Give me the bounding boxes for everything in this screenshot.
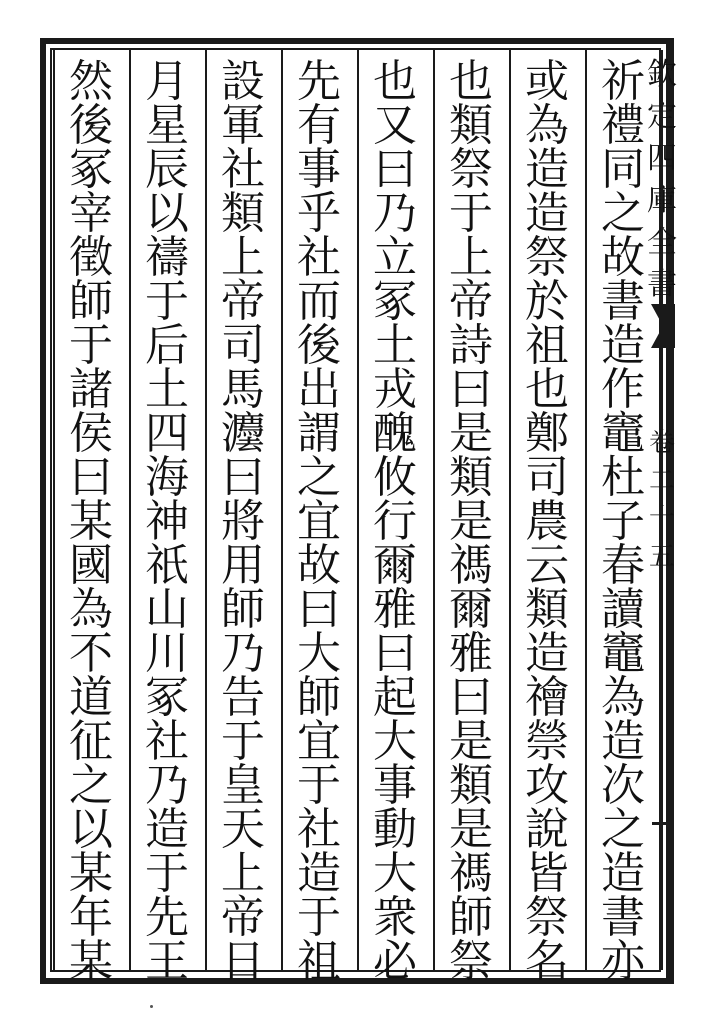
text-char: 攻 [525,760,569,811]
text-char: 戎 [373,364,417,415]
text-char: 謂 [297,408,341,459]
text-char: 於 [525,276,569,327]
text-char: 司 [525,452,569,503]
text-char: 造 [601,848,645,899]
margin-title-char: 欽 [647,57,677,92]
text-char: 諸 [69,364,113,415]
text-char: 某 [69,496,113,547]
text-char: 帝 [221,276,265,327]
text-char: 也 [525,364,569,415]
text-char: 征 [69,716,113,767]
text-char: 也 [449,56,493,107]
text-char: 行 [373,496,417,547]
text-char: 是 [449,496,493,547]
text-char: 祖 [525,320,569,371]
text-column [587,56,659,987]
text-char: 同 [601,144,645,195]
text-char: 年 [69,892,113,943]
text-char: 說 [525,804,569,855]
text-char: 冢 [69,144,113,195]
text-char: 禬 [525,672,569,723]
text-char: 社 [221,144,265,195]
text-char: 師 [221,584,265,635]
text-char: 帝 [221,892,265,943]
text-char: 土 [373,320,417,371]
text-char: 某 [69,848,113,899]
margin-juan-char: 五 [648,542,675,572]
dust-speck [150,1005,153,1008]
text-char: 名 [525,936,569,987]
text-char: 事 [373,760,417,811]
text-char: 天 [221,804,265,855]
text-char: 是 [449,804,493,855]
text-char: 或 [525,56,569,107]
text-char: 有 [297,100,341,151]
text-char: 曰 [297,584,341,635]
text-char: 雅 [449,628,493,679]
text-char: 祇 [145,540,189,591]
text-char: 爾 [449,584,493,635]
text-char: 侯 [69,408,113,459]
text-char: 必 [373,936,417,987]
text-char: 祖 [297,936,341,987]
text-char: 于 [221,716,265,767]
text-char: 上 [221,848,265,899]
text-char: 為 [525,100,569,151]
text-char: 后 [145,320,189,371]
text-char: 上 [449,232,493,283]
text-char: 造 [297,848,341,899]
text-char: 出 [297,364,341,415]
text-char: 之 [297,452,341,503]
text-char: 神 [145,496,189,547]
text-char: 事 [297,144,341,195]
text-char: 某 [69,936,113,987]
margin-juan-char: 二 [648,466,675,496]
text-char: 冢 [373,276,417,327]
text-char: 後 [297,320,341,371]
text-char: 于 [449,188,493,239]
text-char: 書 [601,276,645,327]
margin-title-char: 書 [647,267,677,302]
text-char: 故 [601,232,645,283]
text-char: 以 [145,188,189,239]
margin-juan-char: 十 [648,504,675,534]
text-column [511,56,583,987]
text-char: 祈 [601,56,645,107]
text-char: 于 [297,892,341,943]
text-char: 于 [145,276,189,327]
text-char: 土 [145,364,189,415]
text-char: 川 [145,628,189,679]
text-char: 皇 [221,760,265,811]
margin-title-char: 全 [647,225,677,260]
text-char: 為 [69,584,113,635]
text-char: 曰 [449,364,493,415]
text-column [207,56,279,987]
text-char: 醜 [373,408,417,459]
text-char: 大 [297,628,341,679]
text-char: 設 [221,56,265,107]
text-char: 造 [601,716,645,767]
text-column [359,56,431,987]
text-char: 海 [145,452,189,503]
text-char: 山 [145,584,189,635]
text-char: 又 [373,100,417,151]
text-char: 社 [145,716,189,767]
text-char: 帝 [449,276,493,327]
text-char: 為 [601,672,645,723]
text-char: 類 [449,760,493,811]
text-char: 讀 [601,584,645,635]
text-char: 宜 [297,496,341,547]
text-char: 造 [525,188,569,239]
text-char: 作 [601,364,645,415]
text-char: 月 [145,56,189,107]
text-char: 類 [449,100,493,151]
text-char: 不 [69,628,113,679]
text-char: 皆 [525,848,569,899]
text-char: 社 [297,804,341,855]
text-char: 祭 [525,892,569,943]
text-char: 用 [221,540,265,591]
text-char: 禮 [601,100,645,151]
text-char: 立 [373,232,417,283]
text-char: 之 [601,188,645,239]
text-char: 乃 [145,760,189,811]
text-char: 竈 [601,408,645,459]
text-char: 于 [69,320,113,371]
text-char: 之 [69,760,113,811]
text-char: 春 [601,540,645,591]
text-char: 乎 [297,188,341,239]
text-char: 詩 [449,320,493,371]
text-char: 亦 [601,936,645,987]
text-char: 動 [373,804,417,855]
text-char: 云 [525,540,569,591]
text-char: 星 [145,100,189,151]
margin-title-char: 定 [647,99,677,134]
text-char: 徵 [69,232,113,283]
text-char: 雅 [373,584,417,635]
text-char: 曰 [373,144,417,195]
text-column [283,56,355,987]
text-char: 王 [145,936,189,987]
margin-title-char: 庫 [647,183,677,218]
text-char: 乃 [221,628,265,679]
text-char: 禱 [145,232,189,283]
text-char: 灋 [221,408,265,459]
text-char: 造 [601,320,645,371]
text-char: 于 [145,848,189,899]
text-char: 冢 [145,672,189,723]
text-char: 後 [69,100,113,151]
text-char: 祭 [449,936,493,987]
text-char: 大 [373,716,417,767]
text-char: 先 [145,892,189,943]
text-char: 然 [69,56,113,107]
text-char: 辰 [145,144,189,195]
text-column [435,56,507,987]
text-char: 乃 [373,188,417,239]
text-char: 而 [297,276,341,327]
text-char: 上 [221,232,265,283]
text-char: 宰 [69,188,113,239]
text-char: 國 [69,540,113,591]
text-char: 曰 [449,672,493,723]
text-char: 日 [221,936,265,987]
text-column [55,56,127,987]
text-char: 禡 [449,540,493,591]
margin-title-char: 四 [647,141,677,176]
text-char: 曰 [69,452,113,503]
text-char: 起 [373,672,417,723]
text-char: 師 [297,672,341,723]
text-char: 禜 [525,716,569,767]
text-char: 宜 [297,716,341,767]
text-char: 攸 [373,452,417,503]
text-char: 大 [373,848,417,899]
text-char: 也 [373,56,417,107]
text-char: 祭 [449,144,493,195]
text-char: 司 [221,320,265,371]
text-char: 類 [449,452,493,503]
text-char: 馬 [221,364,265,415]
text-char: 農 [525,496,569,547]
text-char: 類 [221,188,265,239]
text-char: 次 [601,760,645,811]
text-char: 先 [297,56,341,107]
text-char: 爾 [373,540,417,591]
text-char: 竈 [601,628,645,679]
text-char: 師 [449,892,493,943]
text-char: 禡 [449,848,493,899]
text-char: 造 [525,144,569,195]
text-char: 道 [69,672,113,723]
text-char: 是 [449,716,493,767]
text-char: 師 [69,276,113,327]
text-char: 衆 [373,892,417,943]
text-char: 告 [221,672,265,723]
text-char: 書 [601,892,645,943]
text-char: 曰 [373,628,417,679]
text-char: 鄭 [525,408,569,459]
margin-juan-char: 卷 [648,428,675,458]
text-char: 造 [525,628,569,679]
text-char: 杜 [601,452,645,503]
text-char: 將 [221,496,265,547]
text-char: 祭 [525,232,569,283]
text-char: 四 [145,408,189,459]
text-char: 是 [449,408,493,459]
text-char: 造 [145,804,189,855]
text-char: 故 [297,540,341,591]
text-char: 類 [525,584,569,635]
text-column [131,56,203,987]
text-char: 社 [297,232,341,283]
text-char: 以 [69,804,113,855]
column-rule [661,50,663,970]
text-char: 于 [297,760,341,811]
text-char: 之 [601,804,645,855]
text-char: 子 [601,496,645,547]
text-char: 軍 [221,100,265,151]
text-char: 曰 [221,452,265,503]
